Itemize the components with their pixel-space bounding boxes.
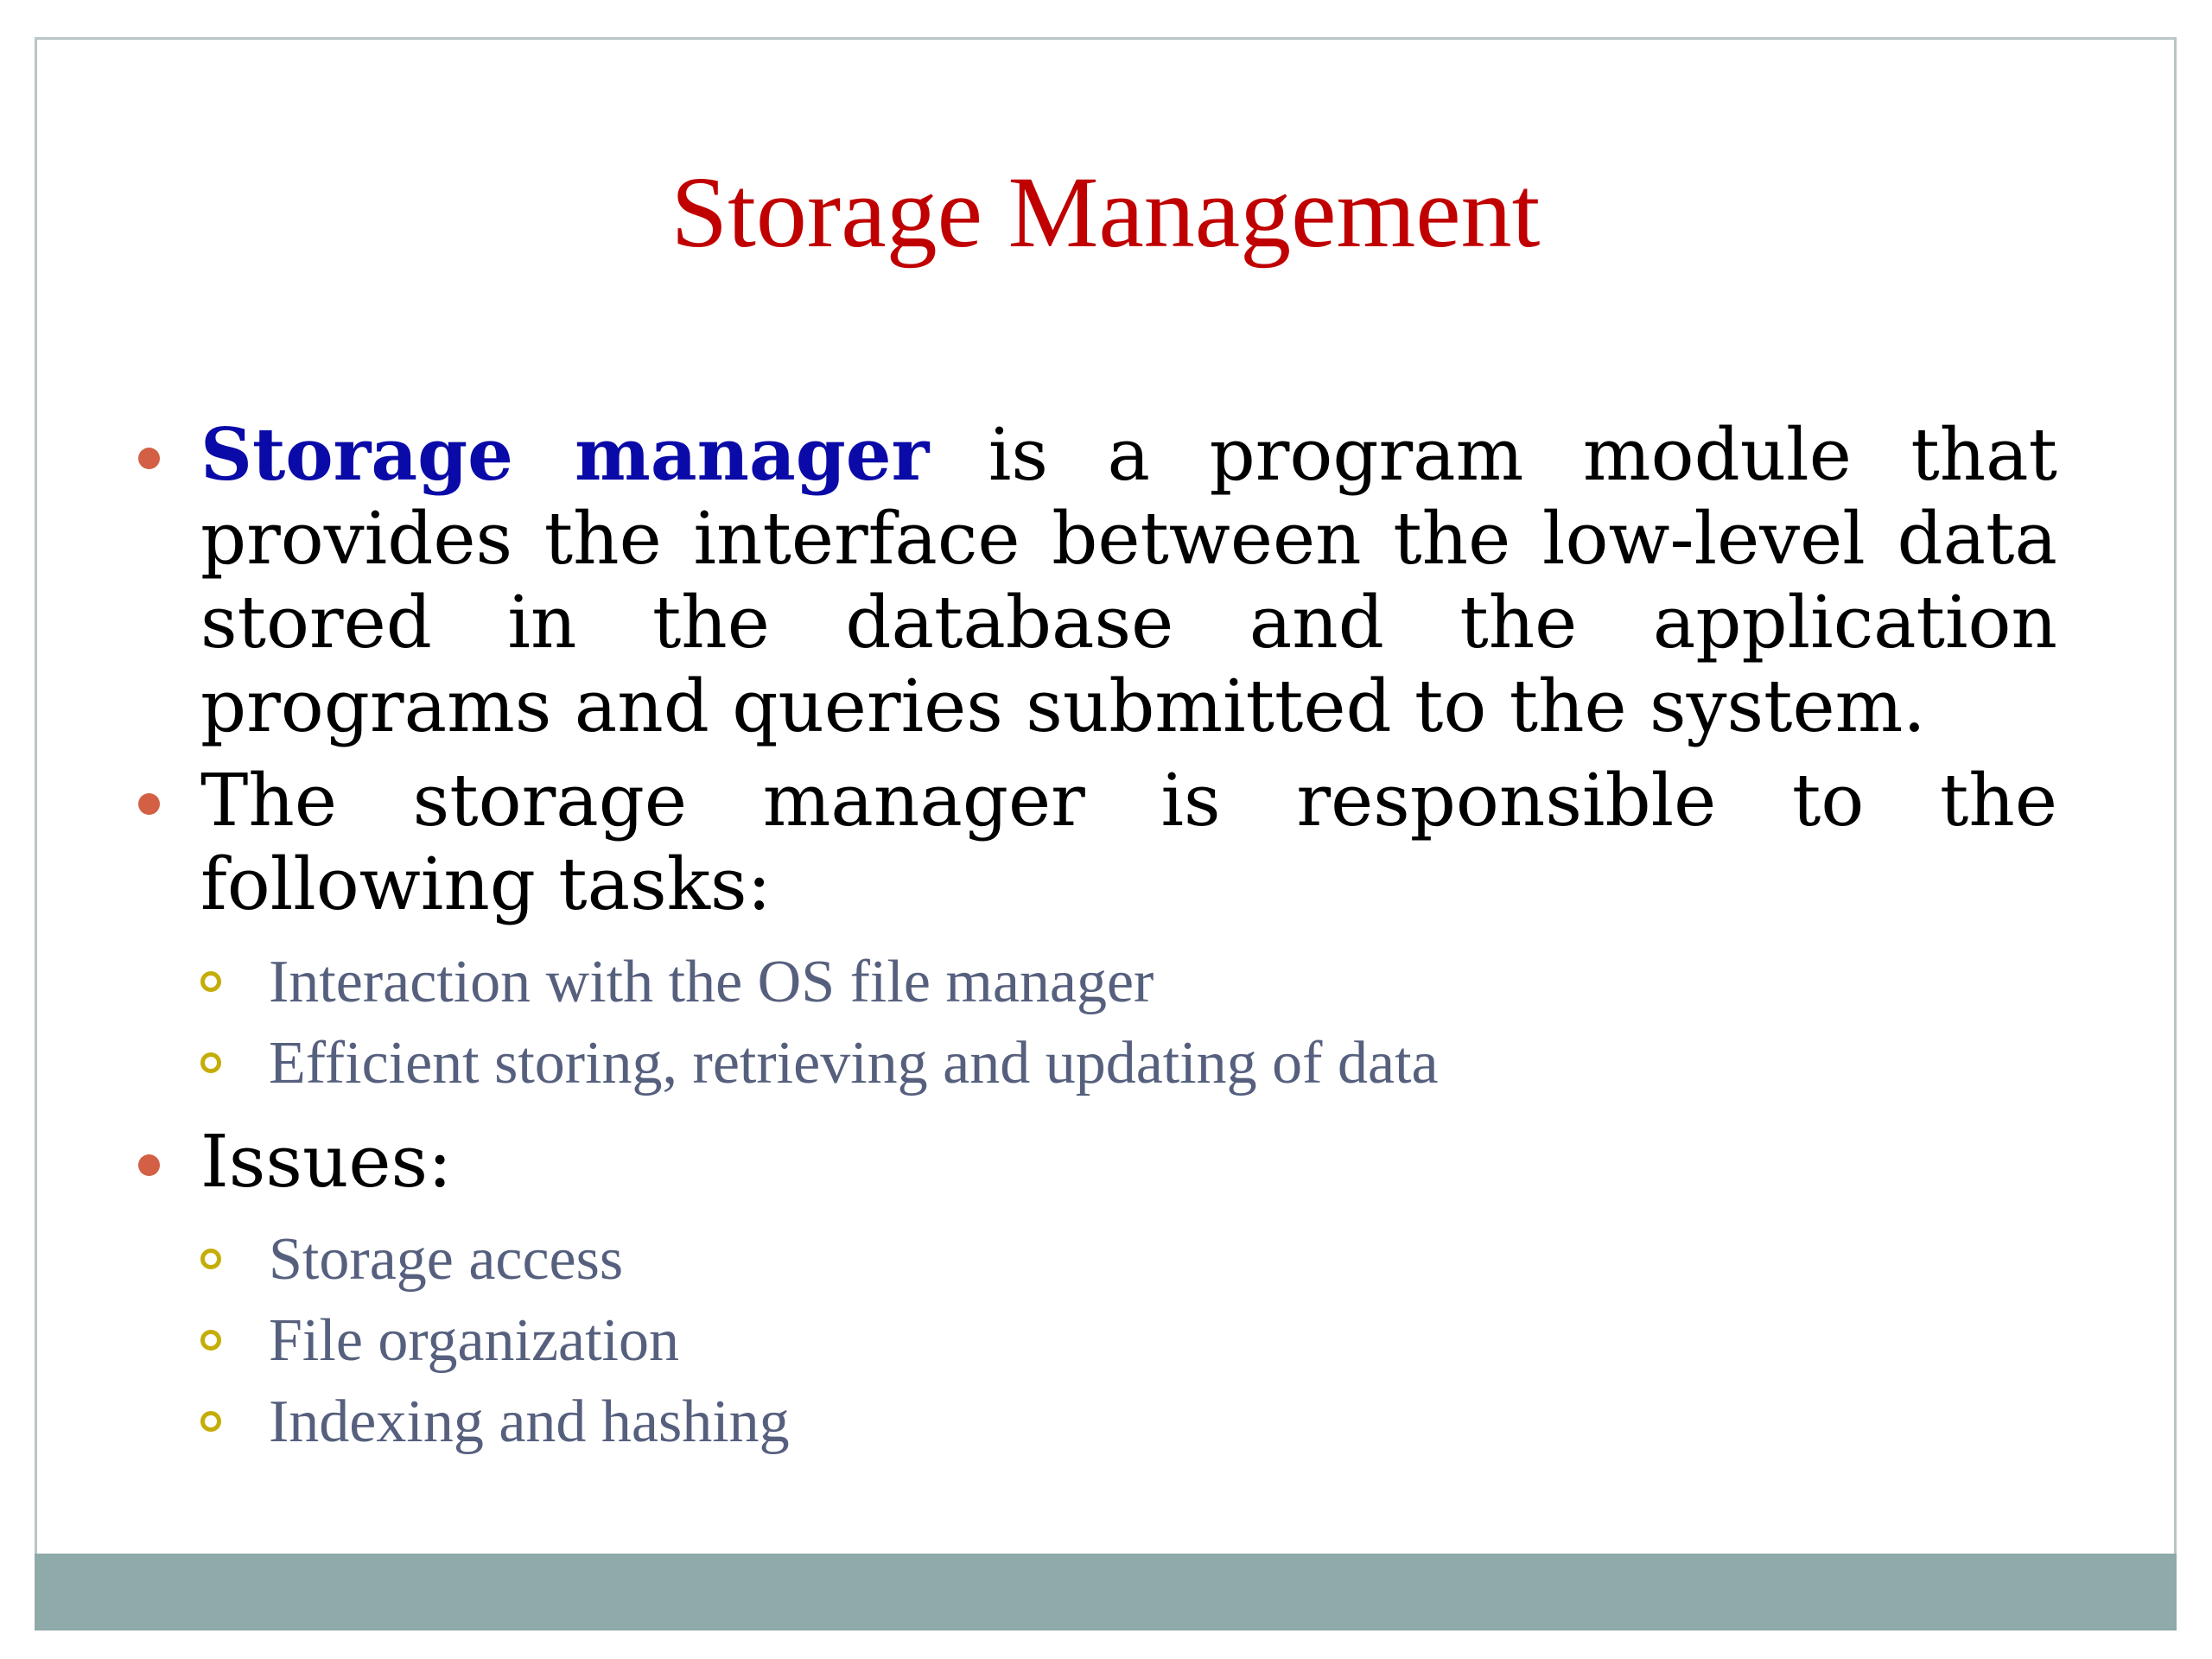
sub-list xyxy=(124,1219,2057,1463)
sub-item-text: Indexing and hashing xyxy=(269,1389,790,1455)
slide-title: Storage Management xyxy=(671,156,1541,269)
bullet-item xyxy=(124,413,2057,748)
sub-item-text: File organization xyxy=(269,1307,679,1374)
bullet-text xyxy=(200,413,2057,748)
bullet-dot-icon xyxy=(138,448,160,469)
ring-bullet-icon xyxy=(200,1330,221,1351)
ring-bullet-icon xyxy=(200,971,221,992)
sub-item-text: Efficient storing, retrieving and updating of data xyxy=(269,1030,1439,1096)
footer-bar xyxy=(35,1554,2177,1630)
sub-item xyxy=(124,942,2057,1023)
bullet-dot-icon xyxy=(138,1154,160,1176)
sub-item xyxy=(124,1382,2057,1463)
bullet-dot-icon xyxy=(138,793,160,815)
ring-bullet-icon xyxy=(200,1411,221,1432)
sub-item-text: Storage access xyxy=(269,1226,624,1293)
sub-item xyxy=(124,1219,2057,1300)
sub-list xyxy=(124,942,2057,1104)
bullet-body: is a program module that provides the interface between the low-level data stored in the database and the application programs and queries submitted to the system. xyxy=(200,413,2057,748)
bullet-item xyxy=(124,1120,2057,1204)
bullet-body: Issues: xyxy=(200,1120,453,1204)
ring-bullet-icon xyxy=(200,1052,221,1073)
sub-item xyxy=(124,1023,2057,1104)
bullet-body: The storage manager is responsible to the following tasks: xyxy=(200,759,2057,926)
sub-item-text: Interaction with the OS file manager xyxy=(269,949,1154,1015)
bullet-item xyxy=(124,759,2057,926)
slide-content xyxy=(124,413,2057,1478)
highlight-term: Storage manager xyxy=(200,412,930,497)
ring-bullet-icon xyxy=(200,1249,221,1269)
slide xyxy=(35,37,2177,1630)
sub-item xyxy=(124,1300,2057,1382)
